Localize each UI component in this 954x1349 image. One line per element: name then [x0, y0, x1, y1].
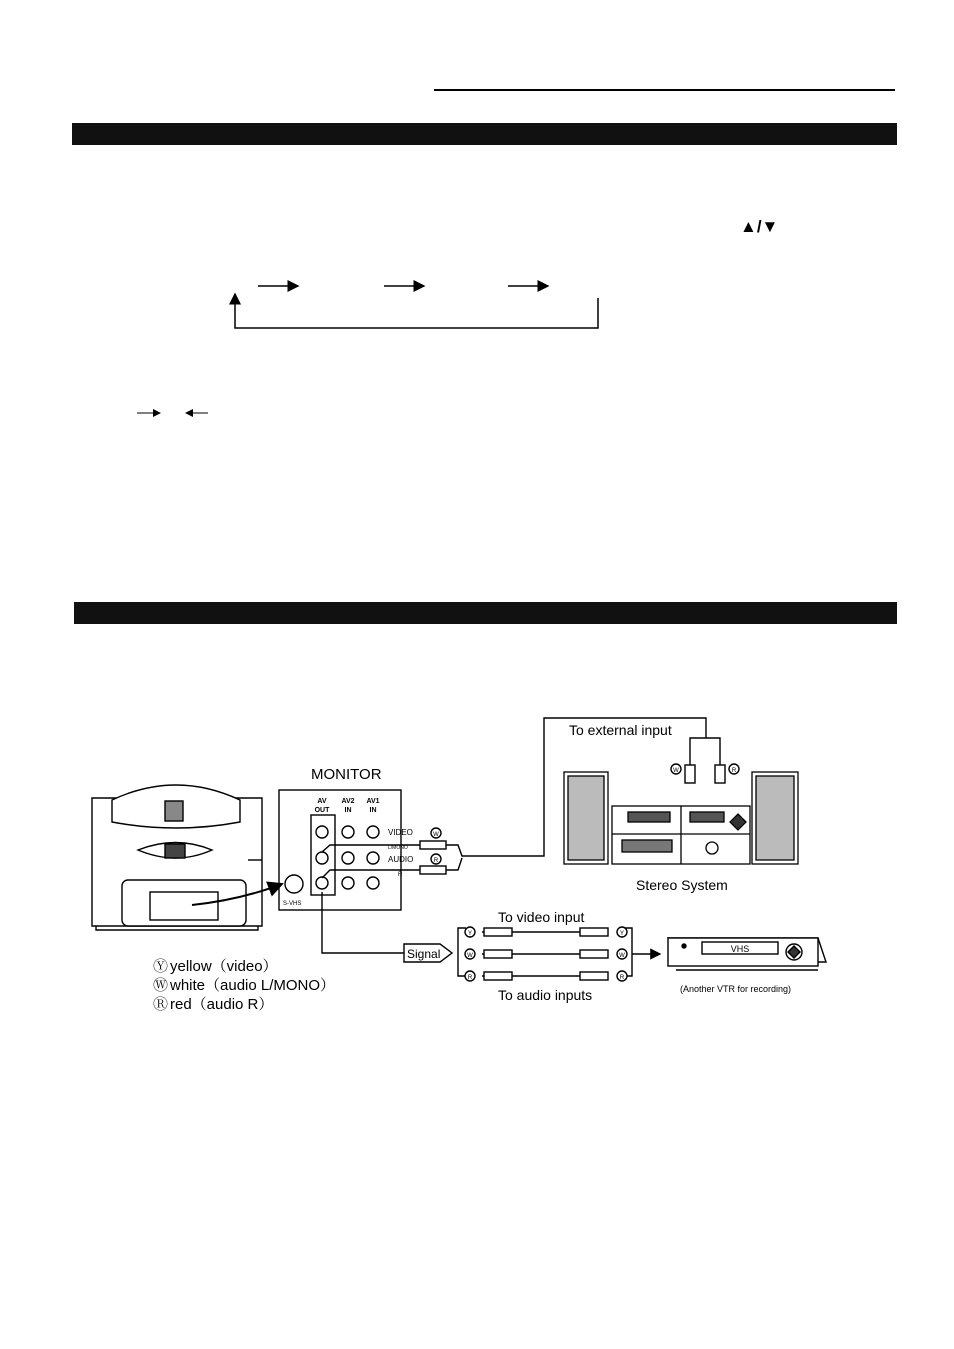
- av-out-label-2: OUT: [314, 807, 330, 814]
- audio-jack-label: AUDIO: [388, 855, 414, 864]
- signal-label: Signal: [407, 947, 441, 961]
- legend-white-text: white（audio L/MONO）: [170, 977, 336, 994]
- svhs-label: S-VHS: [283, 901, 302, 907]
- audio-inputs-label: To audio inputs: [498, 987, 593, 1003]
- av-out-label-1: AV: [317, 798, 327, 805]
- lmono-jack-label: L/MONO: [388, 845, 408, 851]
- flow-diagram: [137, 286, 598, 413]
- r-jack-label: R: [398, 872, 403, 878]
- legend-yellow-symbol: Ⓨ: [153, 958, 169, 975]
- plug-r-label-1: R: [433, 858, 439, 864]
- plug-w-label-3: W: [467, 953, 473, 959]
- av1-in-label-2: IN: [369, 807, 377, 814]
- vtr-caption: (Another VTR for recording): [680, 984, 792, 994]
- monitor-title: MONITOR: [311, 766, 382, 783]
- video-input-label: To video input: [498, 909, 585, 925]
- vtr-illustration: [668, 938, 826, 970]
- stereo-system-label: Stereo System: [636, 877, 728, 893]
- legend-white-symbol: Ⓦ: [153, 977, 169, 994]
- plug-r-label-3: R: [467, 975, 473, 981]
- video-jack-label: VIDEO: [388, 828, 413, 837]
- external-input-label: To external input: [569, 722, 672, 738]
- plug-y-label-3: Y: [467, 931, 473, 937]
- legend-yellow-text: yellow（video）: [170, 958, 278, 975]
- svhs-jack-icon: [285, 875, 303, 893]
- monitor-jack-panel: [279, 790, 401, 910]
- plug-r-label-2: R: [731, 768, 737, 774]
- legend-red-text: red（audio R）: [170, 996, 274, 1013]
- av1-in-label-1: AV1: [366, 798, 380, 805]
- flow-return-line: [235, 298, 598, 328]
- plug-w-label-1: W: [433, 832, 439, 838]
- plug-w-label-2: W: [673, 768, 679, 774]
- vhs-label: VHS: [730, 944, 750, 954]
- av2-in-label-2: IN: [344, 807, 352, 814]
- av2-in-label-1: AV2: [341, 798, 355, 805]
- plug-y-label-4: Y: [619, 931, 625, 937]
- plug-r-label-4: R: [619, 975, 625, 981]
- plug-w-label-4: W: [619, 953, 625, 959]
- tv-rear-illustration: [92, 785, 262, 930]
- legend-red-symbol: Ⓡ: [153, 996, 169, 1013]
- stereo-system-illustration: [564, 772, 798, 864]
- up-down-arrows-icon: ▲/▼: [740, 217, 779, 236]
